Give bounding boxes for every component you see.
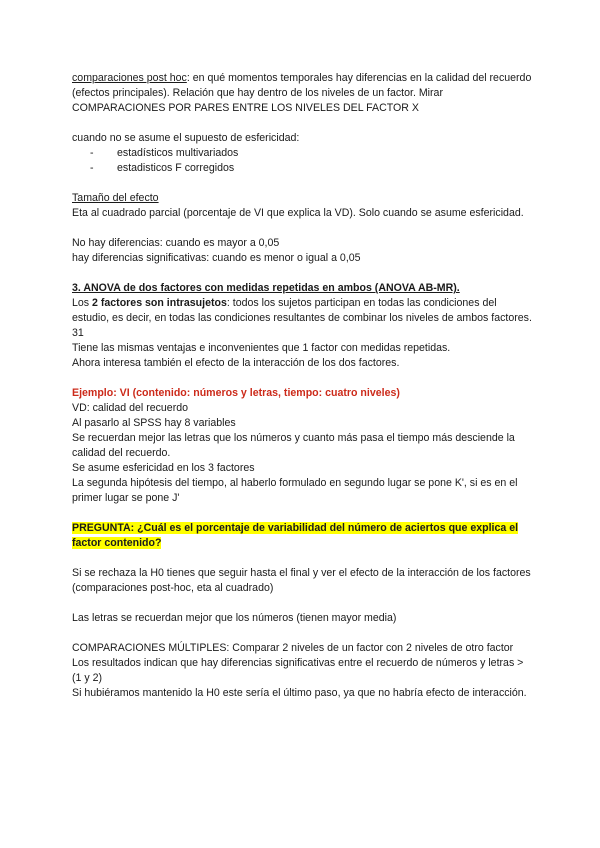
- post-hoc-term: comparaciones post hoc: [72, 72, 187, 84]
- no-difference-line: No hay diferencias: cuando es mayor a 0,05: [72, 237, 280, 249]
- advantages-line: Tiene las mismas ventajas e inconvenientes que 1 factor con medidas repetidas.: [72, 342, 451, 354]
- bullet-item: - estadisticos F corregidos: [90, 162, 235, 174]
- multiple-comparisons-paragraph: COMPARACIONES MÚLTIPLES: Comparar 2 niveles de un factor con 2 niveles de otro factor: [72, 642, 514, 654]
- results-paragraph: Los resultados indican que hay diferencias significativas entre el recuerdo de números y letras >(1 y 2): [72, 657, 524, 684]
- example-line: Se recuerdan mejor las letras que los números y cuanto más pasa el tiempo más desciende la calidad del recuerdo.: [72, 432, 515, 459]
- example-heading: Ejemplo: VI (contenido: números y letras, tiempo: cuatro niveles): [72, 387, 400, 399]
- bullet-dash: -: [90, 147, 94, 159]
- interaction-line: Ahora interesa también el efecto de la interacción de los dos factores.: [72, 357, 400, 369]
- section-3-paragraph: Los 2 factores son intrasujetos: todos los sujetos participan en todas las condiciones del estudio, es decir, en todas las condiciones resultantes de combinar los niveles de ambos factores. 31: [72, 297, 532, 339]
- post-hoc-text: : en qué momentos temporales hay diferencias en la calidad del recuerdo (efectos principales). Relación que hay dentro de los niveles de un factor. Mirar COMPARACIONES POR PARES ENTRE LOS NIVELES DEL FACTOR X: [72, 72, 532, 114]
- document-body: [72, 71, 532, 701]
- effect-size-title: Tamaño del efecto: [72, 192, 159, 204]
- significant-difference-line: hay diferencias significativas: cuando es menor o igual a 0,05: [72, 252, 361, 264]
- bullet-dash: -: [90, 162, 94, 174]
- example-line: Al pasarlo al SPSS hay 8 variables: [72, 417, 236, 429]
- keep-h0-paragraph: Si hubiéramos mantenido la H0 este sería el último paso, ya que no habría efecto de interacción.: [72, 687, 527, 699]
- question-highlight: PREGUNTA: ¿Cuál es el porcentaje de variabilidad del número de aciertos que explica el factor contenido?: [72, 522, 519, 549]
- section-3-heading: 3. ANOVA de dos factores con medidas repetidas en ambos (ANOVA AB-MR).: [72, 282, 460, 294]
- question-paragraph: [72, 521, 532, 551]
- example-line: La segunda hipótesis del tiempo, al haberlo formulado en segundo lugar se pone K', si es en el primer lugar se pone J': [72, 477, 518, 504]
- sphericity-intro: cuando no se asume el supuesto de esfericidad:: [72, 132, 300, 144]
- intrasubject-factors: 2 factores son intrasujetos: [92, 297, 227, 309]
- reject-h0-paragraph: Si se rechaza la H0 tienes que seguir hasta el final y ver el efecto de la interacción de los factores (comparaciones post-hoc, eta al cuadrado): [72, 567, 531, 594]
- example-line: VD: calidad del recuerdo: [72, 402, 189, 414]
- post-hoc-paragraph: [72, 71, 532, 116]
- effect-size-text: Eta al cuadrado parcial (porcentaje de VI que explica la VD). Solo cuando se asume esfericidad.: [72, 207, 524, 219]
- bullet-item: - estadísticos multivariados: [90, 147, 239, 159]
- letters-vs-numbers-line: Las letras se recuerdan mejor que los números (tienen mayor media): [72, 612, 397, 624]
- example-line: Se asume esfericidad en los 3 factores: [72, 462, 255, 474]
